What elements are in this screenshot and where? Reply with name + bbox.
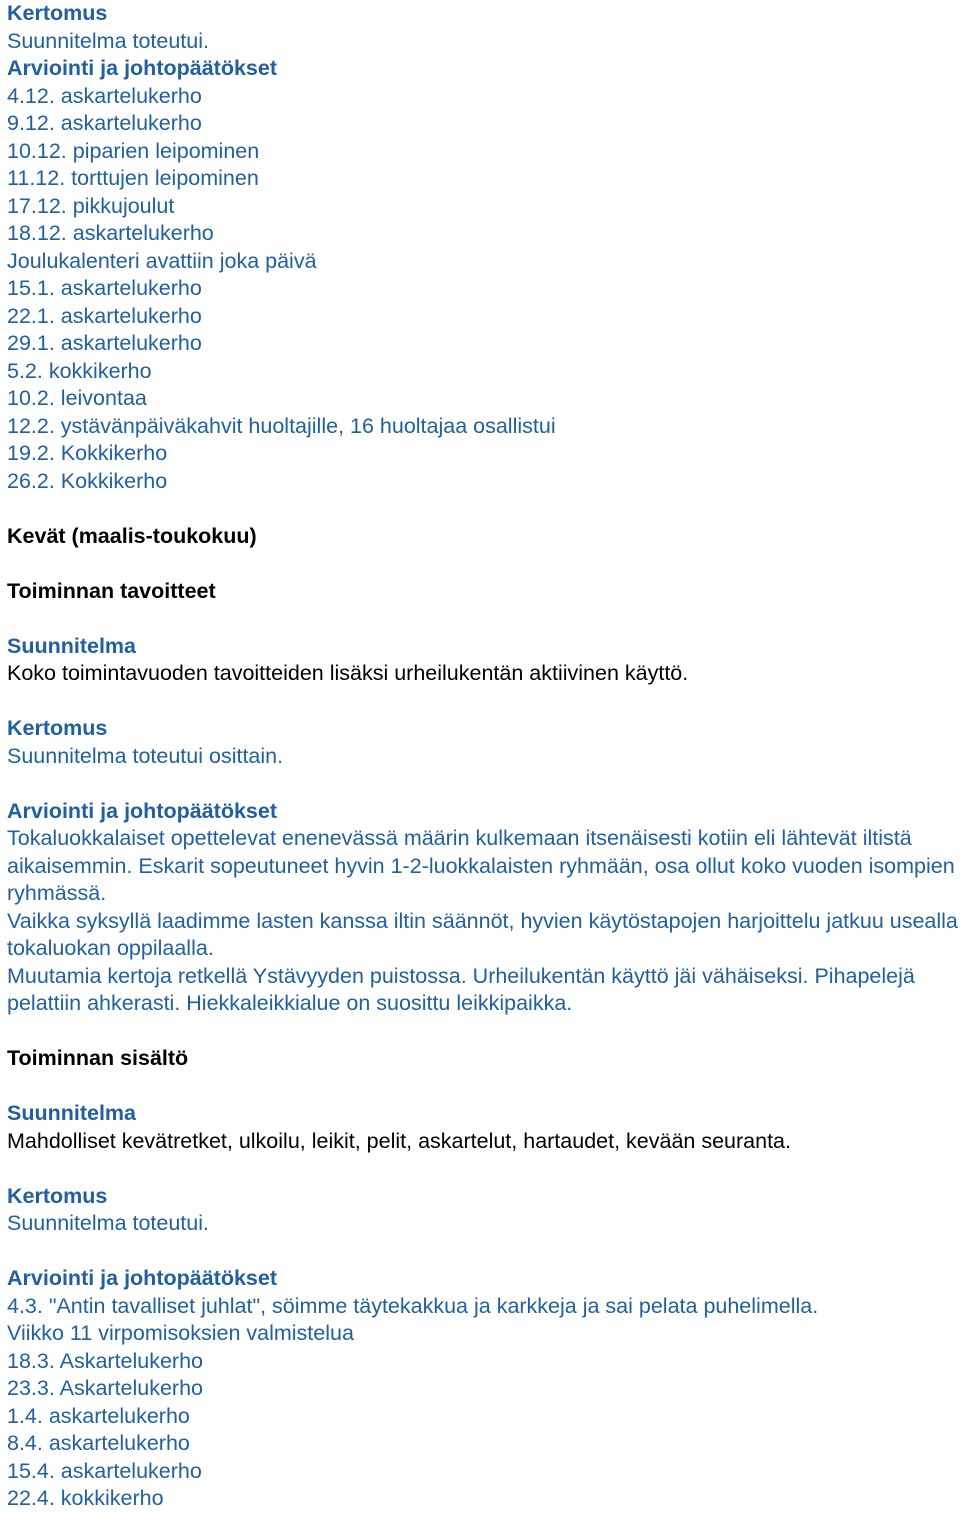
list-item: 15.1. askartelukerho (7, 276, 202, 300)
content-report-text: Suunnitelma toteutui. (7, 1211, 209, 1235)
list-item: Viikko 11 virpomisoksien valmistelua (7, 1321, 354, 1345)
list-item: 5.2. kokkikerho (7, 358, 152, 383)
list-item: 23.3. Askartelukerho (7, 1376, 204, 1400)
list-item: 4.3. "Antin tavalliset juhlat", söimme täytekakkua ja karkkeja ja sai pelata puhelimella. (7, 1293, 819, 1318)
arviointi-list (7, 83, 960, 496)
content-heading: Toiminnan sisältö (7, 1046, 189, 1070)
list-item: 18.3. Askartelukerho (7, 1348, 204, 1373)
arviointi-heading: Arviointi ja johtopäätökset (7, 56, 277, 80)
goals-plan-heading: Suunnitelma (7, 633, 137, 658)
content-evaluation-list (7, 1293, 960, 1513)
list-item: 11.12. torttujen leipominen (7, 166, 259, 190)
list-item: 4.12. askartelukerho (7, 83, 202, 108)
list-item: 10.12. piparien leipominen (7, 138, 260, 163)
list-item: 1.4. askartelukerho (7, 1403, 190, 1428)
list-item: 22.4. kokkikerho (7, 1486, 164, 1510)
goals-evaluation-paragraph: Vaikka syksyllä laadimme lasten kanssa iltin säännöt, hyvien käytöstapojen harjoittelu jatkuu usealla tokaluokan oppilaalla. (7, 908, 958, 960)
section-part1 (7, 0, 960, 495)
list-item: 17.12. pikkujoulut (7, 193, 175, 218)
content-plan-heading: Suunnitelma (7, 1101, 137, 1125)
goals-report-text: Suunnitelma toteutui osittain. (7, 743, 284, 768)
season-heading: Kevät (maalis-toukokuu) (7, 523, 257, 548)
list-item: 22.1. askartelukerho (7, 303, 202, 328)
list-item: 29.1. askartelukerho (7, 331, 202, 355)
list-item: 26.2. Kokkikerho (7, 468, 168, 493)
goals-evaluation-paragraph: Muutamia kertoja retkellä Ystävyyden puistossa. Urheilukentän käyttö jäi vähäiseksi. Pihapelejä pelattiin ahkerasti. Hiekkaleikkialue on suosittu leikkipaikka. (7, 963, 915, 1015)
goals-evaluation-heading: Arviointi ja johtopäätökset (7, 798, 277, 823)
list-item: 19.2. Kokkikerho (7, 441, 168, 465)
list-item: 12.2. ystävänpäiväkahvit huoltajille, 16 huoltajaa osallistui (7, 413, 556, 438)
goals-report-heading: Kertomus (7, 716, 108, 740)
list-item: 15.4. askartelukerho (7, 1458, 202, 1483)
list-item: 10.2. leivontaa (7, 386, 147, 410)
list-item: Joulukalenteri avattiin joka päivä (7, 248, 317, 273)
content-evaluation-heading: Arviointi ja johtopäätökset (7, 1266, 277, 1290)
kertomus-heading: Kertomus (7, 1, 108, 25)
goals-plan-text: Koko toimintavuoden tavoitteiden lisäksi urheilukentän aktiivinen käyttö. (7, 661, 689, 685)
content-plan-text: Mahdolliset kevätretket, ulkoilu, leikit, pelit, askartelut, hartaudet, kevään seuranta. (7, 1128, 791, 1153)
list-item: 9.12. askartelukerho (7, 111, 202, 135)
kertomus-text: Suunnitelma toteutui. (7, 28, 209, 53)
list-item: 8.4. askartelukerho (7, 1431, 190, 1455)
goals-heading: Toiminnan tavoitteet (7, 578, 216, 603)
goals-evaluation-paragraph: Tokaluokkalaiset opettelevat enenevässä määrin kulkemaan itsenäisesti kotiin eli lähtevät iltistä aikaisemmin. Eskarit sopeutuneet hyvin 1-2-luokkalaisten ryhmään, osa ollut koko vuoden isompien ryhmässä. (7, 826, 955, 905)
content-report-heading: Kertomus (7, 1183, 108, 1208)
list-item: 18.12. askartelukerho (7, 221, 214, 245)
